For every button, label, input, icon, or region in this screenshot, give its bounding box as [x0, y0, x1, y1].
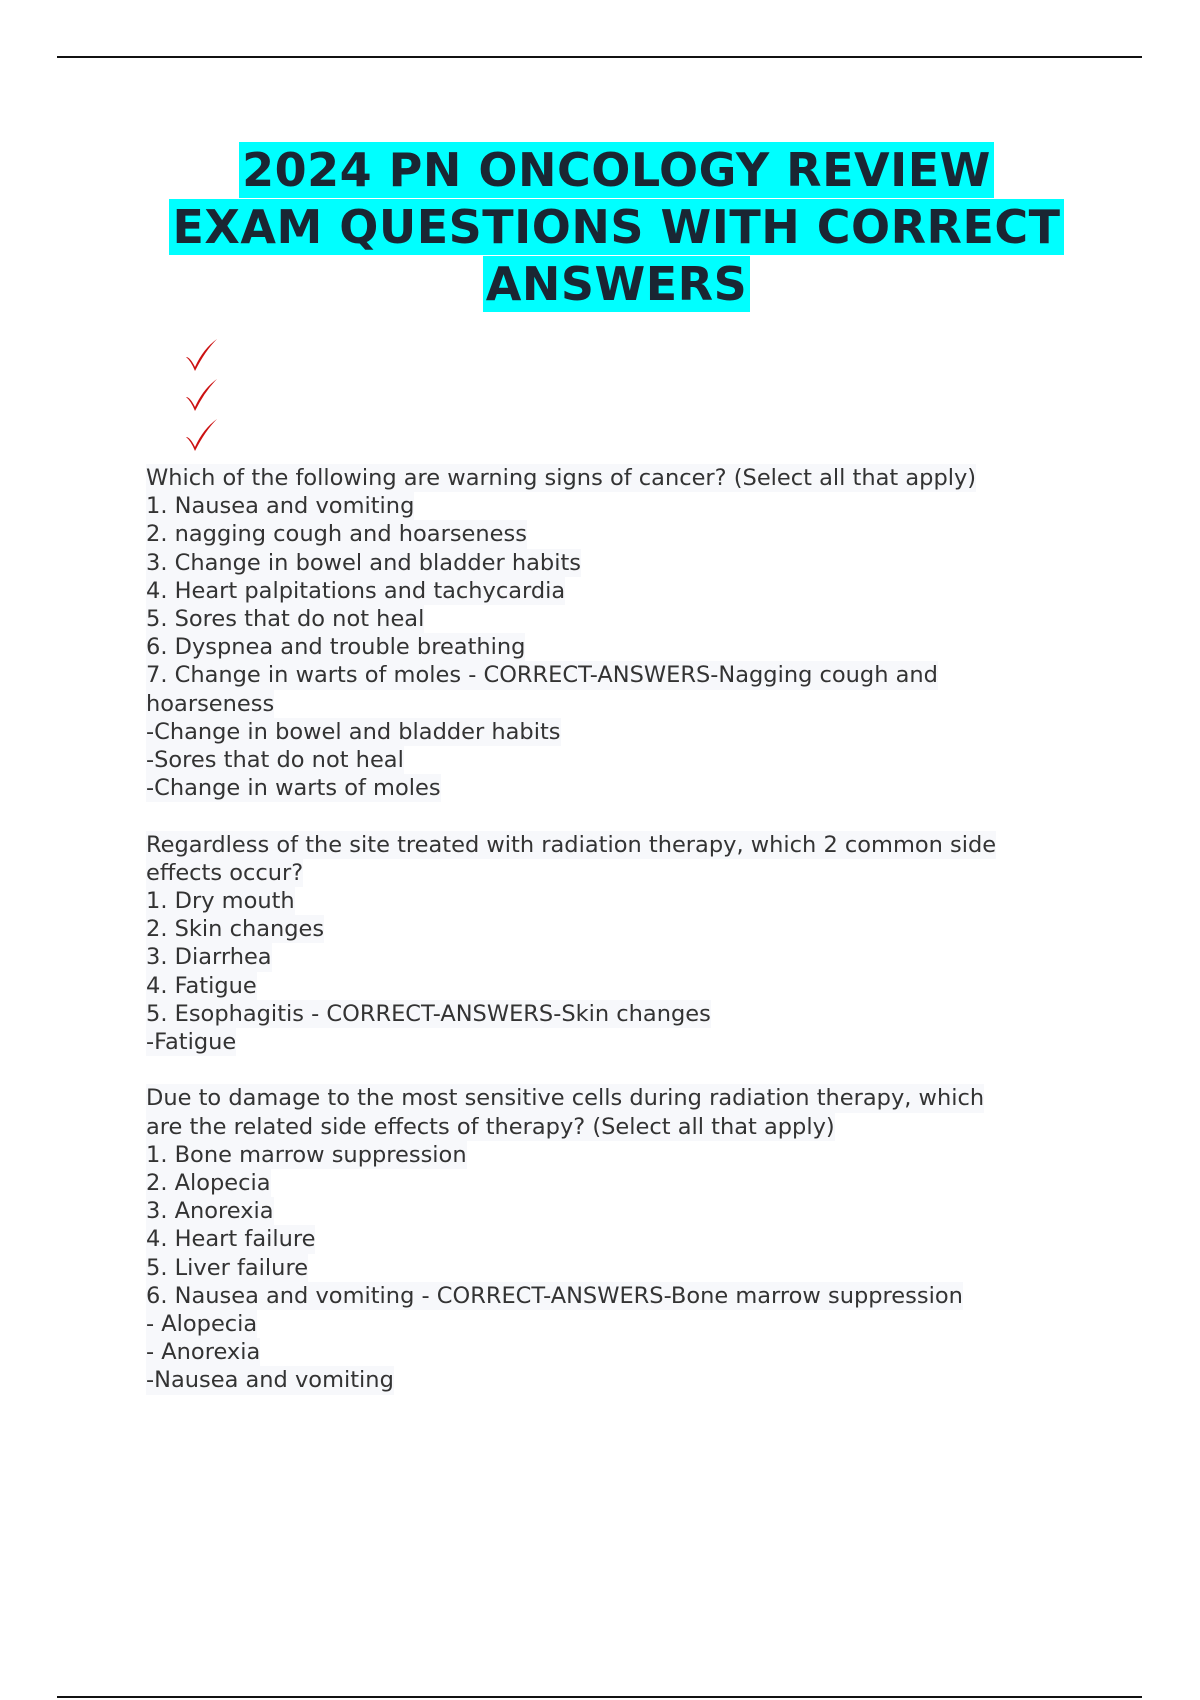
checkmark-icon — [181, 335, 221, 375]
answer-option: 2. Skin changes — [146, 916, 325, 943]
correct-answer: -Change in warts of moles — [146, 775, 441, 802]
header-rule — [57, 56, 1142, 58]
checkmark-list — [181, 335, 221, 455]
answer-option: 2. Alopecia — [146, 1170, 271, 1197]
answer-option: 1. Dry mouth — [146, 888, 295, 915]
answer-option: 4. Heart failure — [146, 1226, 316, 1253]
answer-option: 1. Bone marrow suppression — [146, 1141, 467, 1168]
question-block — [146, 831, 1086, 1057]
answer-option: 3. Diarrhea — [146, 944, 272, 971]
checkmark-icon — [181, 375, 221, 415]
question-block — [146, 464, 1086, 802]
footer-rule — [57, 1696, 1142, 1698]
answer-option: 5. Esophagitis - CORRECT-ANSWERS-Skin changes — [146, 1000, 711, 1027]
question-text: Regardless of the site treated with radiation therapy, which 2 common side — [146, 831, 997, 858]
correct-answer: -Nausea and vomiting — [146, 1367, 394, 1394]
correct-answer: - Anorexia — [146, 1339, 261, 1366]
question-text: Which of the following are warning signs of cancer? (Select all that apply) — [146, 465, 977, 491]
answer-option: 1. Nausea and vomiting — [146, 493, 415, 520]
correct-answer: -Sores that do not heal — [146, 747, 404, 774]
answer-option: 5. Liver failure — [146, 1254, 309, 1281]
question-text: effects occur? — [146, 859, 304, 886]
question-text: Due to damage to the most sensitive cells during radiation therapy, which — [146, 1085, 985, 1112]
document-title — [120, 142, 1113, 313]
answer-option: 6. Dyspnea and trouble breathing — [146, 634, 526, 661]
answer-option: 5. Sores that do not heal — [146, 606, 425, 633]
title-line-3: ANSWERS — [483, 256, 750, 312]
answer-option: 2. nagging cough and hoarseness — [146, 521, 527, 548]
title-line-2: EXAM QUESTIONS WITH CORRECT — [169, 199, 1063, 255]
correct-answer: -Fatigue — [146, 1029, 237, 1056]
question-text: are the related side effects of therapy? (Select all that apply) — [146, 1113, 835, 1140]
answer-option: 7. Change in warts of moles - CORRECT-ANSWERS-Nagging cough and — [146, 662, 938, 689]
question-list — [146, 464, 1086, 1423]
answer-option: 3. Change in bowel and bladder habits — [146, 549, 582, 576]
question-block — [146, 1084, 1086, 1394]
correct-answer: hoarseness — [146, 690, 275, 717]
answer-option: 3. Anorexia — [146, 1198, 274, 1225]
correct-answer: - Alopecia — [146, 1311, 258, 1338]
answer-option: 4. Heart palpitations and tachycardia — [146, 577, 566, 604]
answer-option: 6. Nausea and vomiting - CORRECT-ANSWERS-Bone marrow suppression — [146, 1282, 963, 1309]
checkmark-icon — [181, 415, 221, 455]
title-line-1: 2024 PN ONCOLOGY REVIEW — [239, 142, 994, 198]
correct-answer: -Change in bowel and bladder habits — [146, 718, 561, 745]
answer-option: 4. Fatigue — [146, 972, 257, 999]
